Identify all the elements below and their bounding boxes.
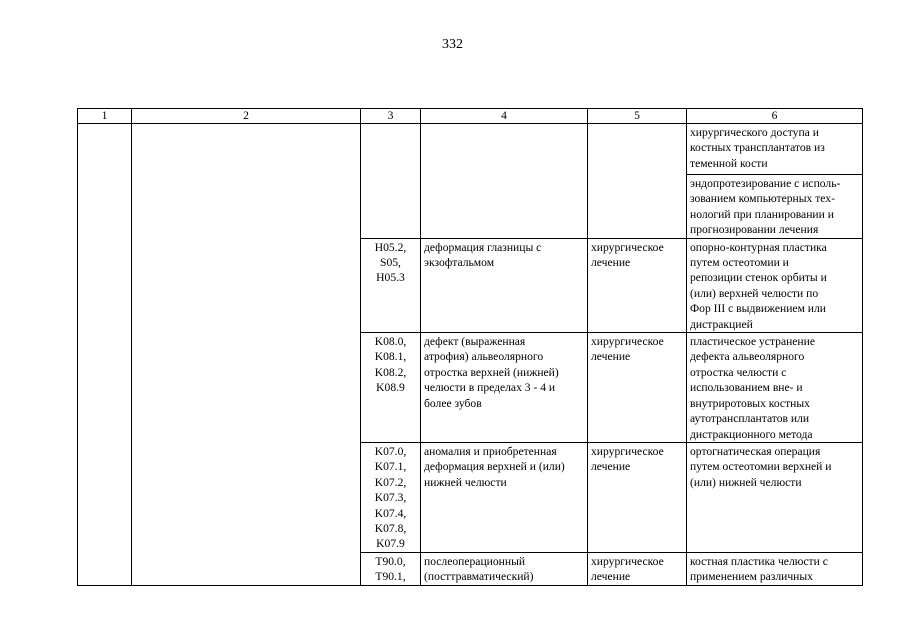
page-number: 332 [442, 37, 463, 52]
condition-cell [421, 333, 588, 443]
header-cell: 2 [132, 109, 361, 124]
code-line: H05.2, [374, 240, 407, 254]
treatment-cell [588, 238, 687, 332]
method-cell [687, 552, 863, 585]
text-line: аномалия и приобретенная [424, 444, 557, 458]
text-line: хирургическое [591, 444, 664, 458]
method-cell [687, 333, 863, 443]
text-line: деформация глазницы с [424, 240, 542, 254]
text-line: (посттравматический) [424, 570, 534, 584]
table-row [78, 124, 863, 175]
text-line: хирургическое [591, 554, 664, 568]
text-line: отростка челюсти с [690, 365, 787, 379]
method-cell [687, 175, 863, 239]
text-line: хирургическое [591, 240, 664, 254]
code-cell [361, 552, 421, 585]
treatment-cell [588, 333, 687, 443]
text-line: опорно-контурная пластика [690, 240, 827, 254]
text-line: послеоперационный [424, 554, 526, 568]
text-line: нижней челюсти [424, 475, 507, 489]
empty-cell [588, 124, 687, 239]
code-line: K08.2, [374, 365, 407, 379]
text-line: дистракционного метода [690, 427, 813, 441]
text-line: костных трансплантатов из [690, 141, 825, 155]
text-line: лечение [591, 570, 631, 584]
text-line: дистракцией [690, 317, 753, 331]
text-line: репозиции стенок орбиты и [690, 271, 827, 285]
table-header-row [78, 109, 863, 124]
method-cell [687, 124, 863, 175]
code-line: K08.0, [374, 335, 407, 349]
text-line: зованием компьютерных тех- [690, 192, 835, 206]
code-line: K07.0, [374, 444, 407, 458]
text-line: хирургическое [591, 335, 664, 349]
header-cell: 3 [361, 109, 421, 124]
text-line: пластическое устранение [690, 335, 815, 349]
header-cell: 4 [421, 109, 588, 124]
code-line: K07.9 [376, 537, 405, 551]
code-cell [361, 238, 421, 332]
text-line: аутотрансплантатов или [690, 412, 810, 426]
empty-cell [421, 124, 588, 239]
code-line: K08.9 [376, 381, 405, 395]
code-line: K07.3, [374, 491, 407, 505]
text-line: внутриротовых костных [690, 396, 810, 410]
condition-cell [421, 238, 588, 332]
empty-cell [78, 124, 132, 586]
code-line: T90.1, [375, 570, 406, 584]
code-line: K08.1, [374, 350, 407, 364]
code-line: K07.2, [374, 475, 407, 489]
empty-cell [361, 124, 421, 239]
code-line: S05, [380, 256, 401, 270]
text-line: челюсти в пределах 3 - 4 и [424, 381, 556, 395]
text-line: лечение [591, 350, 631, 364]
text-line: ортогнатическая операция [690, 444, 821, 458]
text-line: эндопротезирование с исполь- [690, 177, 841, 190]
treatment-cell [588, 442, 687, 552]
text-line: путем остеотомии и [690, 256, 789, 270]
code-line: T90.0, [375, 554, 406, 568]
code-cell [361, 333, 421, 443]
text-line: экзофтальмом [424, 256, 495, 270]
code-line: K07.1, [374, 460, 407, 474]
text-line: костная пластика челюсти с [690, 554, 828, 568]
text-line: дефекта альвеолярного [690, 350, 805, 364]
method-cell [687, 238, 863, 332]
header-cell: 6 [687, 109, 863, 124]
text-line: (или) верхней челюсти по [690, 286, 819, 300]
text-line: нологий при планировании и [690, 207, 834, 221]
text-line: отростка верхней (нижней) [424, 365, 559, 379]
text-line: хирургического доступа и [690, 126, 819, 139]
text-line: теменной кости [690, 156, 768, 170]
code-line: H05.3 [376, 271, 405, 285]
header-cell: 1 [78, 109, 132, 124]
text-line: Фор III с выдвижением или [690, 302, 827, 316]
text-line: прогнозировании лечения [690, 223, 819, 237]
treatment-cell [588, 552, 687, 585]
text-line: лечение [591, 460, 631, 474]
code-line: K07.8, [374, 521, 407, 535]
code-line: K07.4, [374, 506, 407, 520]
text-line: лечение [591, 256, 631, 270]
text-line: дефект (выраженная [424, 335, 526, 349]
empty-cell [132, 124, 361, 586]
code-cell [361, 442, 421, 552]
text-line: (или) нижней челюсти [690, 475, 802, 489]
header-cell: 5 [588, 109, 687, 124]
text-line: деформация верхней и (или) [424, 460, 565, 474]
medical-care-table [77, 108, 863, 586]
text-line: путем остеотомии верхней и [690, 460, 832, 474]
text-line: более зубов [424, 396, 482, 410]
method-cell [687, 442, 863, 552]
condition-cell [421, 442, 588, 552]
condition-cell [421, 552, 588, 585]
text-line: использованием вне- и [690, 381, 803, 395]
text-line: применением различных [690, 570, 813, 584]
text-line: атрофия) альвеолярного [424, 350, 544, 364]
